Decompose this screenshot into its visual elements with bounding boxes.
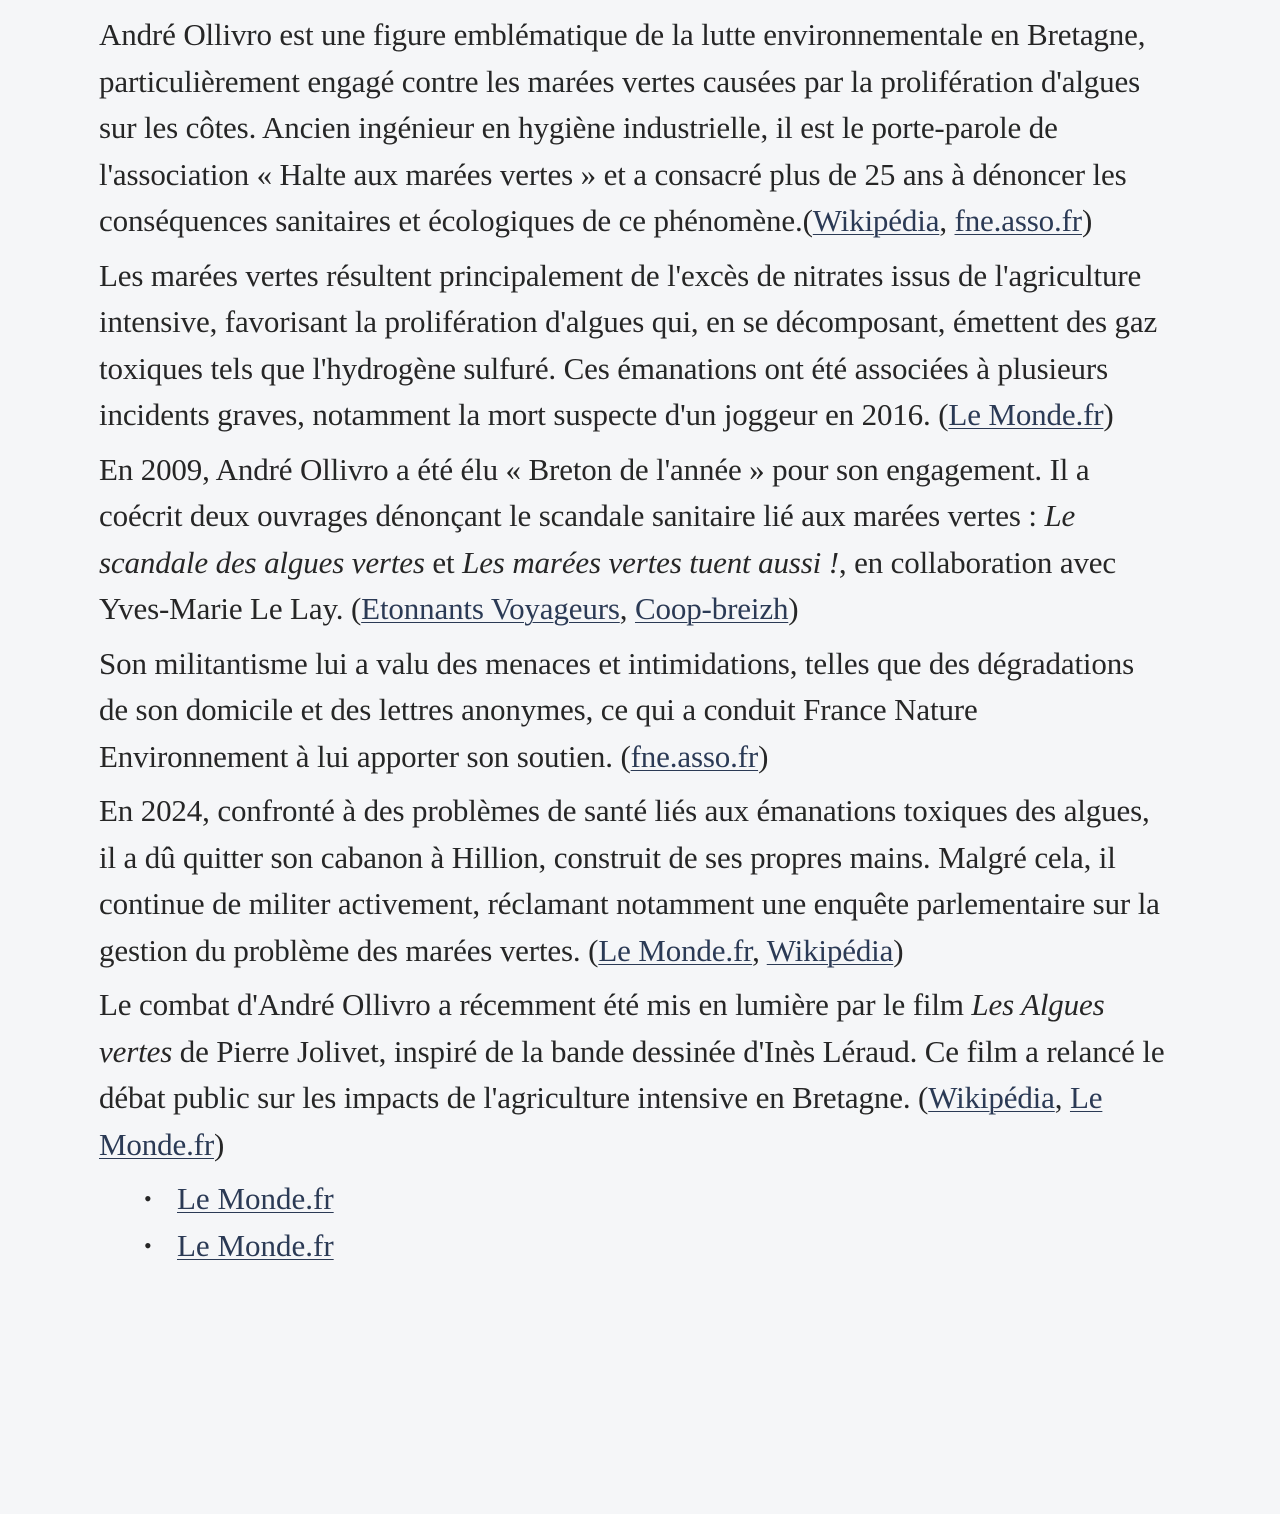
paragraph-2: [99, 253, 1169, 439]
paragraph-3: [99, 447, 1169, 633]
paragraph-text: ,: [619, 591, 635, 626]
paragraph-text: ,: [1054, 1080, 1070, 1115]
paragraph-text: Le combat d'André Ollivro a récemment été mis en lumière par le film: [99, 987, 972, 1022]
paragraph-text: ): [1103, 397, 1114, 432]
source-link[interactable]: Le Monde.fr: [99, 1080, 1103, 1162]
paragraph-text: ,: [939, 203, 955, 238]
reference-list: [99, 1176, 1280, 1269]
paragraph-text: En 2009, André Ollivro a été élu « Breton de l'année » pour son engagement. Il a coécrit deux ouvrages dénonçant le scandale sanitaire lié aux marées vertes :: [99, 451, 1098, 533]
paragraph-4: [99, 641, 1169, 781]
paragraph-text: ): [893, 932, 904, 968]
source-link[interactable]: Wikipédia: [928, 1080, 1055, 1115]
book-title: Les Algues vertes: [99, 987, 1105, 1069]
paragraph-text: ): [214, 1126, 225, 1162]
paragraph-text: André Ollivro est une figure emblématique de la lutte environnementale en Bretagne, particulièrement engagé contre les marées vertes causées par la prolifération d'algues sur les côtes. Ancien ingénieur en hygiène industrielle, il est le porte-parole de l'association « Halte aux marées vertes » et a consacré plus de 25 ans à dénoncer les conséquences sanitaires et écologiques de ce phénomène.(: [99, 17, 1153, 238]
source-link[interactable]: Le Monde.fr: [948, 397, 1104, 432]
book-title: Les marées vertes tuent aussi !: [462, 544, 839, 580]
paragraph-1: [99, 12, 1169, 245]
book-title: Le scandale des algues vertes: [99, 498, 1076, 580]
reference-item: [144, 1176, 1280, 1223]
source-link[interactable]: Wikipédia: [812, 203, 940, 238]
paragraph-text: Les marées vertes résultent principalement de l'excès de nitrates issus de l'agriculture intensive, favorisant la prolifération d'algues qui, en se décomposant, émettent des gaz toxiques tels que l'hydrogène sulfuré. Ces émanations ont été associées à plusieurs incidents graves, notamment la mort suspecte d'un joggeur en 2016. (: [99, 257, 1165, 432]
reference-link[interactable]: Le Monde.fr: [177, 1227, 334, 1263]
paragraph-text: , en collaboration avec Yves-Marie Le Lay. (: [99, 544, 1123, 626]
source-link[interactable]: Coop-breizh: [634, 591, 789, 626]
paragraph-5: [99, 788, 1169, 974]
reference-item: [144, 1223, 1280, 1270]
source-link[interactable]: Le Monde.fr: [598, 932, 753, 968]
source-link[interactable]: fne.asso.fr: [630, 738, 759, 774]
source-link[interactable]: fne.asso.fr: [954, 203, 1082, 238]
bullet-icon: •: [144, 1186, 152, 1211]
source-link[interactable]: Wikipédia: [766, 932, 894, 968]
paragraph-text: Son militantisme lui a valu des menaces et intimidations, telles que des dégradations de son domicile et des lettres anonymes, ce qui a conduit France Nature Environnement à lui apporter son soutien. (: [99, 645, 1142, 774]
paragraph-text: En 2024, confronté à des problèmes de santé liés aux émanations toxiques des algues, il a dû quitter son cabanon à Hillion, construit de ses propres mains. Malgré cela, il continue de militer activement, réclamant notamment une enquête parlementaire sur la gestion du problème des marées vertes. (: [99, 793, 1168, 968]
paragraph-text: ): [758, 738, 769, 774]
paragraph-text: ): [1081, 203, 1093, 238]
reference-link[interactable]: Le Monde.fr: [177, 1181, 334, 1216]
source-link[interactable]: Etonnants Voyageurs: [361, 591, 620, 626]
paragraph-6: [99, 982, 1173, 1168]
paragraph-text: et: [424, 544, 463, 580]
bullet-icon: •: [144, 1232, 152, 1258]
paragraph-text: ): [788, 591, 799, 626]
paragraph-text: ,: [752, 932, 767, 968]
paragraph-text: de Pierre Jolivet, inspiré de la bande dessinée d'Inès Léraud. Ce film a relancé le débat public sur les impacts de l'agriculture intensive en Bretagne. (: [99, 1033, 1173, 1115]
article-body: [99, 12, 1280, 1168]
